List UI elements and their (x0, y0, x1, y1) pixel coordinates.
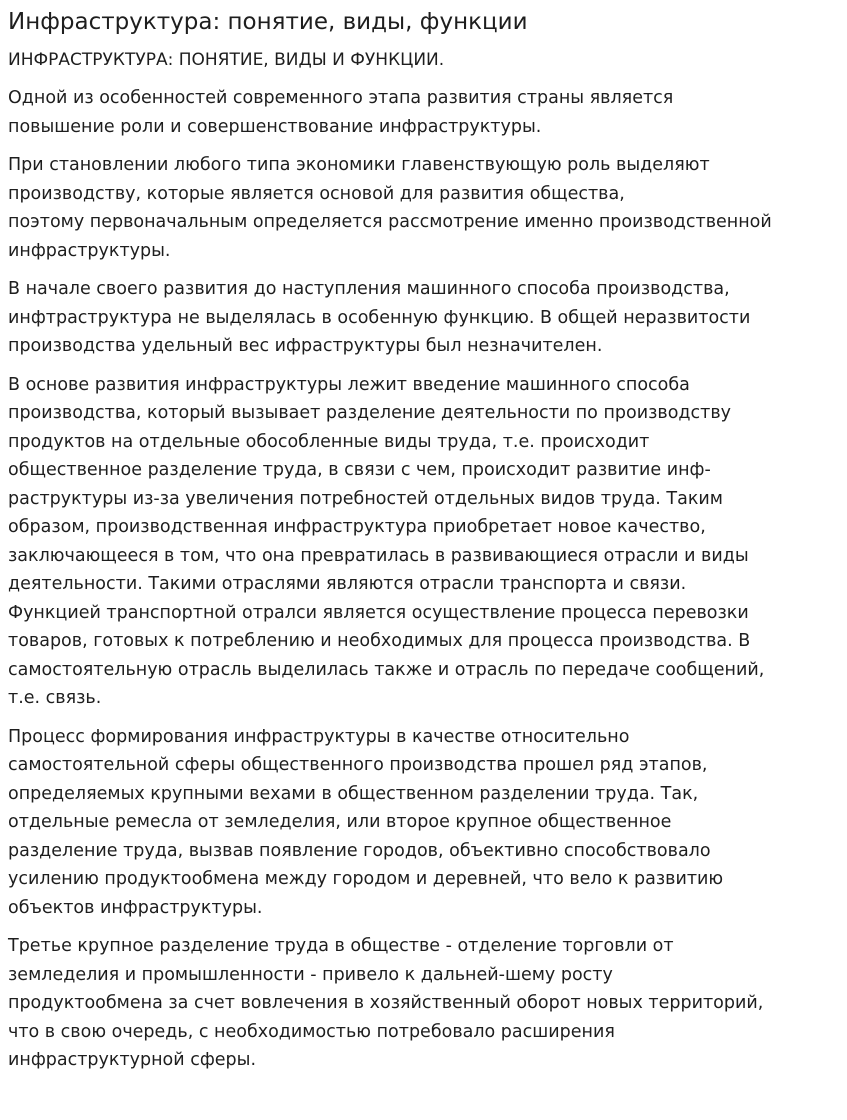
paragraph-line: повышение роли и совершенствование инфраструктуры. (8, 116, 542, 137)
paragraph-line: производству, которые является основой для развития общества, (8, 183, 625, 204)
paragraph-4 (8, 371, 839, 713)
paragraph-line: самостоятельную отрасль выделилась также и отрасль по передаче сообщений, (8, 659, 765, 680)
paragraph-5 (8, 723, 839, 923)
paragraph-line: Одной из особенностей современного этапа развития страны является (8, 88, 674, 108)
paragraph-line: деятельности. Такими отраслями являются отрасли транспорта и связи. (8, 574, 687, 594)
paragraph-line: Функцией транспортной отралси является осуществление процесса перевозки (8, 602, 749, 623)
paragraph-line: Процесс формирования инфраструктуры в качестве относительно (8, 726, 630, 747)
paragraph-line: усилению продуктообмена между городом и деревней, что вело к развитию (8, 869, 724, 889)
paragraph-line: В начале своего развития до наступления машинного способа производства, (8, 279, 730, 299)
paragraph-line: т.е. связь. (8, 688, 102, 708)
paragraph-line: объектов инфраструктуры. (8, 897, 263, 918)
paragraph-3 (8, 275, 839, 361)
paragraph-line: производства удельный вес ифраструктуры был незначителен. (8, 336, 603, 356)
paragraph-2 (8, 151, 839, 265)
article-subtitle: ИНФРАСТРУКТУРА: ПОНЯТИЕ, ВИДЫ И ФУНКЦИИ. (8, 50, 445, 70)
paragraph-line: заключающееся в том, что она превратилась в развивающиеся отрасли и виды (8, 545, 749, 566)
paragraph-6 (8, 932, 839, 1075)
paragraph-line: земледелия и промышленности - привело к дальней-шему росту (8, 964, 613, 985)
paragraph-line: товаров, готовых к потреблению и необходимых для процесса производства. В (8, 631, 751, 651)
paragraph-line: производства, который вызывает разделение деятельности по производству (8, 403, 731, 423)
paragraph-line: поэтому первоначальным определяется рассмотрение именно производственной (8, 212, 772, 232)
paragraph-line: что в свою очередь, с необходимостью потребовало расширения (8, 1021, 615, 1042)
paragraph-line: инфраструктурной сферы. (8, 1050, 257, 1070)
paragraph-line: отдельные ремесла от земледелия, или второе крупное общественное (8, 812, 672, 832)
paragraph-line: определяемых крупными вехами в общественном разделении труда. Так, (8, 783, 699, 804)
paragraph-line: самостоятельной сферы общественного производства прошел ряд этапов, (8, 755, 708, 775)
paragraph-line: В основе развития инфраструктуры лежит введение машинного способа (8, 374, 690, 395)
page-title: Инфраструктура: понятие, виды, функции (8, 9, 528, 35)
paragraph-line: Третье крупное разделение труда в обществе - отделение торговли от (8, 936, 674, 956)
paragraph-line: раструктуры из-за увеличения потребностей отдельных видов труда. Таким (8, 488, 723, 509)
paragraph-line: образом, производственная инфраструктура приобретает новое качество, (8, 517, 706, 537)
paragraph-line: продуктов на отдельные обособленные виды труда, т.е. происходит (8, 431, 650, 452)
paragraph-line: При становлении любого типа экономики главенствующую роль выделяют (8, 155, 710, 175)
paragraph-1 (8, 84, 839, 141)
paragraph-line: инфраструктуры. (8, 240, 171, 261)
paragraph-line: разделение труда, вызвав появление городов, объективно способствовало (8, 840, 711, 861)
paragraph-line: инфтраструктура не выделялась в особенную функцию. В общей неразвитости (8, 307, 751, 328)
paragraph-line: продуктообмена за счет вовлечения в хозяйственный оборот новых территорий, (8, 993, 764, 1013)
paragraph-line: общественное разделение труда, в связи с чем, происходит развитие инф- (8, 460, 711, 480)
